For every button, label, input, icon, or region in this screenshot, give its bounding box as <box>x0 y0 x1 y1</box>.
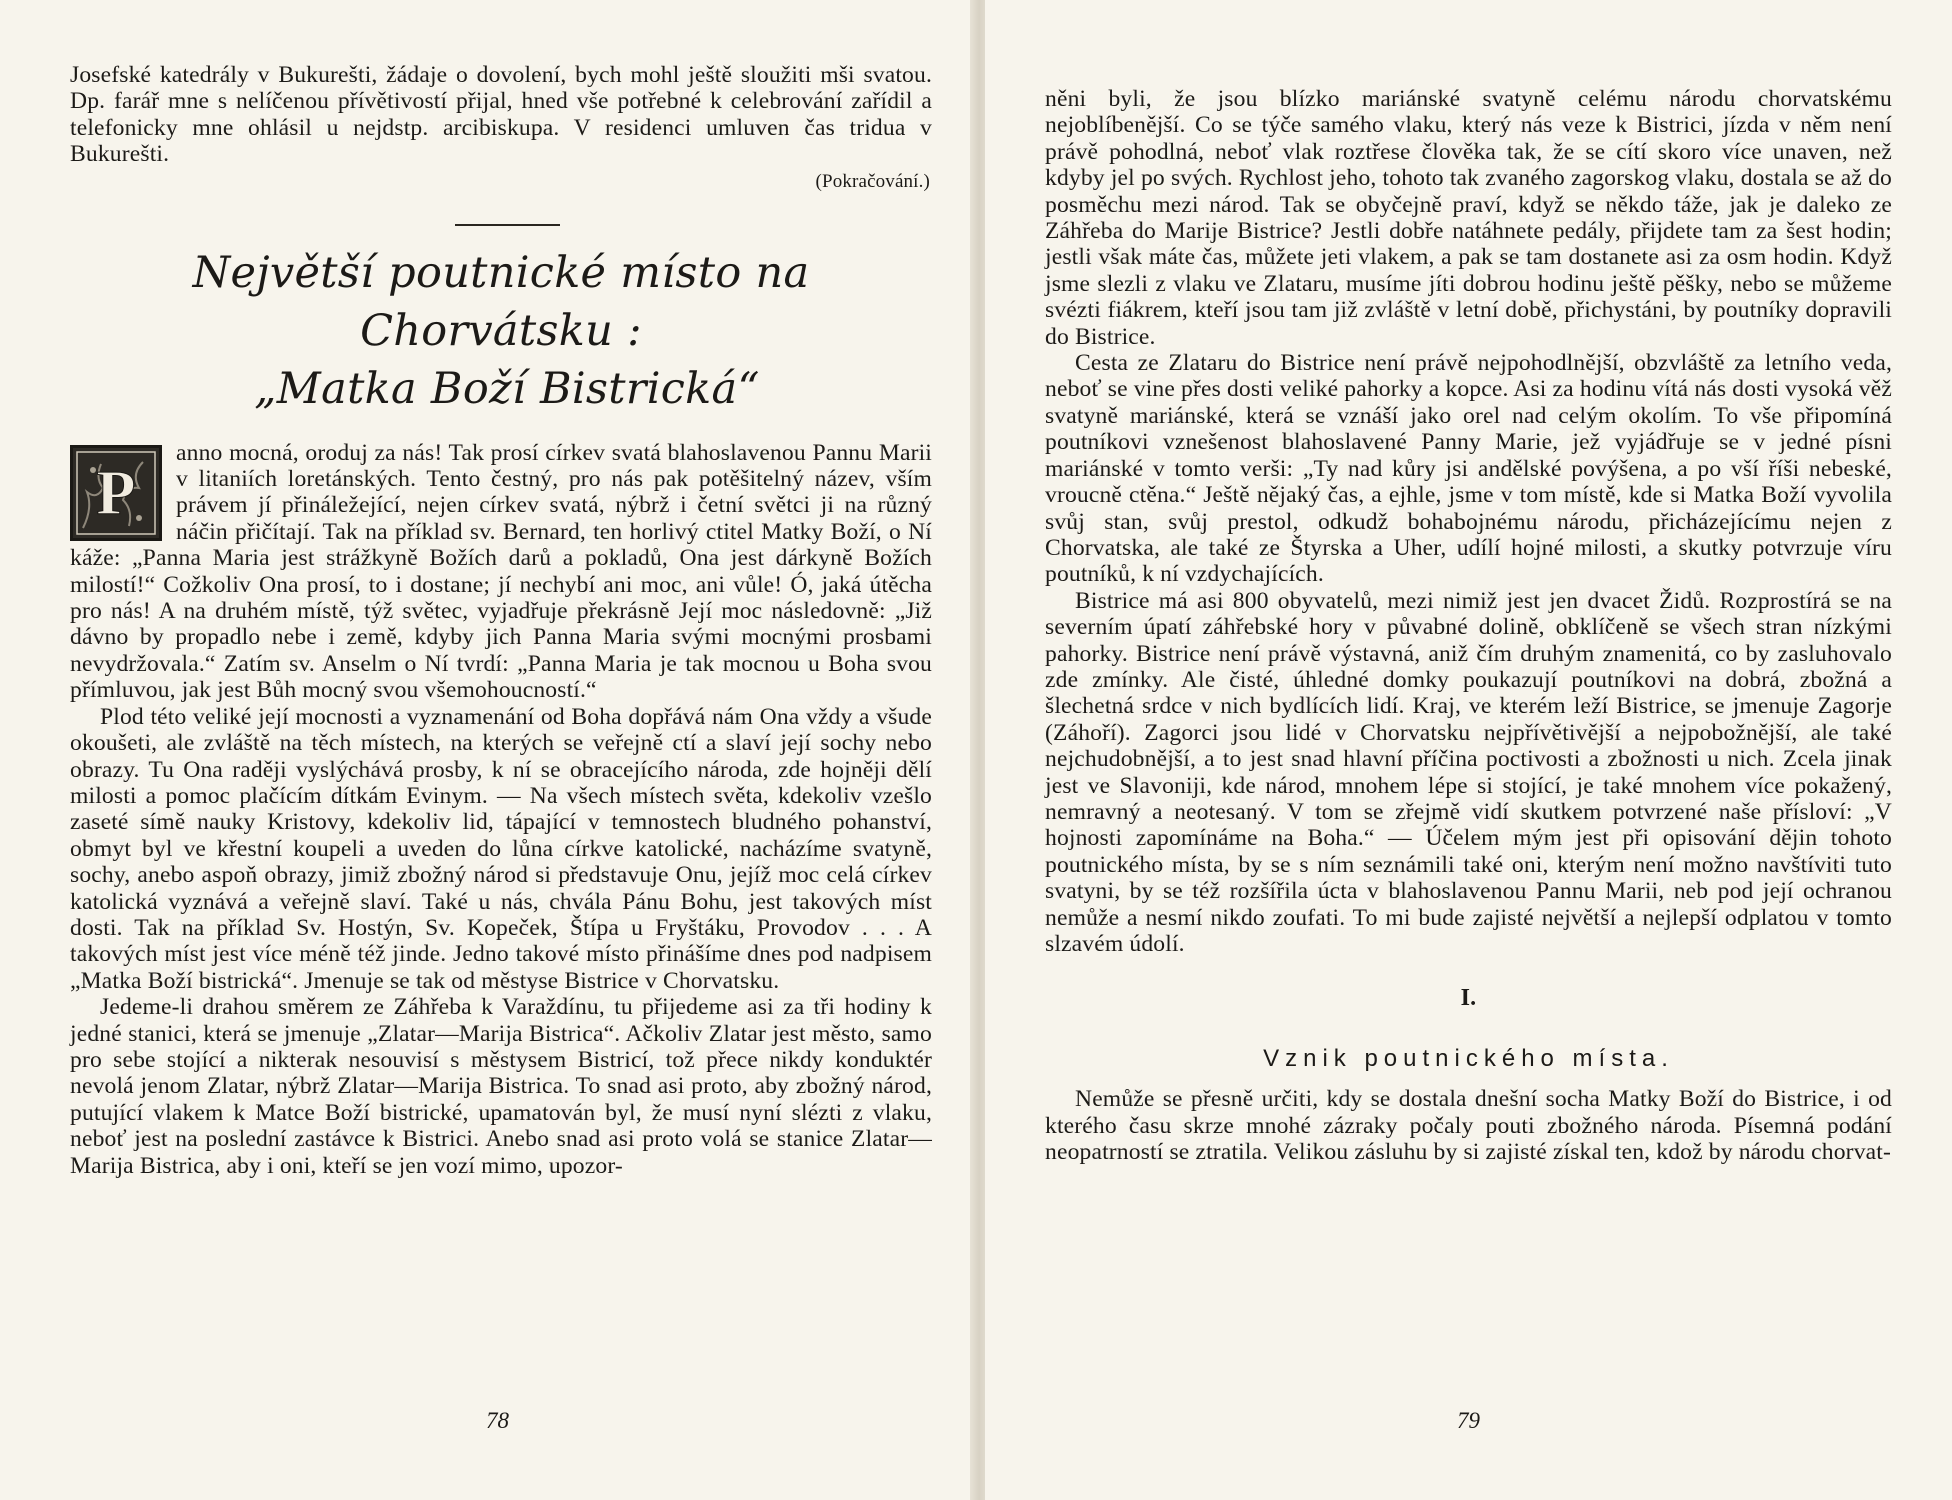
continuation-note: (Pokračování.) <box>815 170 930 192</box>
right-page-text <box>1045 86 1892 1165</box>
page-number-right: 79 <box>1457 1408 1480 1433</box>
article-paragraph-1 <box>70 440 932 704</box>
article-title-line1: Největší poutnické místo na Chorvátsku : <box>192 247 810 356</box>
right-page <box>985 0 1952 1500</box>
right-paragraph-3: Bistrice má asi 800 obyvatelů, mezi nimiž jest jen dvacet Židů. Rozprostírá se na severním úpatí záhřebské hory v půvabné dolině, obklíčeně se všech stran nízkými pahorky. Bistrice není právě výstavná, aniž čím druhým znamenitá, co by zasluhovalo zde zmínky. Ale čisté, úhledné domky poukazují poutníkovi na dobrá, zbožná a šlechetná srdce v nich bydlících lidí. Kraj, ve kterém leží Bistrice, se jmenuje Zagorje (Záhoří). Zagorci jsou lidé v Chorvatsku nejpřívětivější a nejpobožnější, ale také nejchudobnější, a to jest snad hlavní příčina poctivosti a zbožnosti u nich. Zcela jinak jest ve Slavoniji, kde národ, mnohem lépe si stojící, je také mnohem více pokažený, nemravný a neotesaný. V tom se zřejmě vidí skutkem potvrzené naše přísloví: „V hojnosti zapomínáme na Boha.“ — Účelem mým jest při opisování dějin tohoto poutnického místa, by se s ním seznámili také oni, kterým není možno navštíviti tuto svatyni, by se též rozšířila úcta v blahoslavenou Pannu Marii, neb pod její ochranou nemůže a nesmí nikdo zoufati. To mi bude zajisté největší a nejlepší odplatou v tomto slzavém údolí. <box>1045 587 1892 957</box>
svg-text:P: P <box>96 456 136 528</box>
section-number: I. <box>1460 985 1477 1012</box>
section-title: Vznik poutnického místa. <box>1263 1044 1674 1072</box>
section-paragraph: Nemůže se přesně určiti, kdy se dostala dnešní socha Matky Boží do Bistrice, i od kterého času skrze mnohé zázraky počaly pouti zbožného národa. Písemná podání neopatrností se ztratila. Velikou zásluhu by si zajisté získal ten, kdož by národu chorvat- <box>1045 1086 1892 1166</box>
right-paragraph-1: něni byli, že jsou blízko mariánské svatyně celému národu chorvatskému nejoblíbenější. Co se týče samého vlaku, který nás veze k Bistrici, jízda v něm není právě pohodlná, neboť vlak roztřese člověka tak, že se cítí skoro více unaven, než kdyby jel po svých. Rychlost jeho, tohoto tak zvaného zagorskog vlaku, dostala se až do posměchu mezi národ. Tak se obyčejně praví, když se někdo táže, jak je daleko ze Záhřeba do Marije Bistrice? Jestli dobře natáhnete pedály, přijdete tam za šest hodin; jestli však máte čas, můžete jeti vlakem, a pak se tam dostanete asi za osm hodin. Když jsme slezli z vlaku ve Zlataru, musíme jíti dobrou hodinu ještě pěšky, nebo se můžeme svézti fiákrem, kteří jsou tam již zvláště v letní době, přichystáni, by poutníky dopravili do Bistrice. <box>1045 86 1892 350</box>
article-paragraph-2: Plod této veliké její mocnosti a vyznamenání od Boha dopřává nám Ona vždy a všude okoušeti, ale zvláště na těch místech, na kterých se veřejně ctí a slaví její sochy nebo obrazy. Tu Ona raději vyslýchává prosby, k ní se obracejícího národa, zde hojněji dělí milosti a pomoc plačícím dítkám Evinym. — Na všech místech světa, kdekoliv vzešlo zaseté símě nauky Kristovy, kdekoliv lid, tápající v temnostech bludného pohanství, obmyt byl ve křestní koupeli a uveden do lůna církve katolické, nacházíme svatyně, sochy, anebo aspoň obrazy, jimiž zbožný národ si představuje Onu, jejíž moc celá církev katolická vyznává a veřejně slaví. Také u nás, chvála Pánu Bohu, jest takových míst dosti. Tak na příklad Sv. Hostýn, Sv. Kopeček, Štípa u Fryštáku, Provodov . . . A takových míst jest více méně též jinde. Jedno takové místo přinášíme dnes pod nadpisem „Matka Boží bistrická“. Jmenuje se tak od městyse Bistrice v Chorvatsku. <box>70 703 932 994</box>
right-paragraph-2: Cesta ze Zlataru do Bistrice není právě nejpohodlnější, obzvláště za letního veda, neboť se vine přes dosti veliké pahorky a kopce. Asi za hodinu vítá nás dosti vysoká věž svatyně mariánské, která se vznáší jako orel nad celým okolím. To vše připomíná poutníkovi vznešenost blahoslavené Panny Marie, jež vyjádřuje se v jedné písni mariánské v tomto verši: „Ty nad kůry jsi andělské povýšena, a po vší říši nebeské, vroucně ctěna.“ Ještě nějaký čas, a ejhle, jsme v tom místě, kde si Matka Boží vyvolila svůj stan, svůj prestol, odkudž bohabojnému národu, přicházejícímu nejen z Chorvatska, ale také ze Štyrska a Uher, udílí hojné milosti, a skutky potvrzuje víru poutníků, k ní vzdychajících. <box>1045 350 1892 588</box>
article-paragraph-3: Jedeme-li drahou směrem ze Záhřeba k Varaždínu, tu přijedeme asi za tři hodiny k jedné stanici, která se jmenuje „Zlatar—Marija Bistrica“. Ačkoliv Zlatar jest město, samo pro sebe stojící a nikterak nesouvisí s městysem Bistricí, tož přece nikdy konduktér nevolá jenom Zlatar, nýbrž Zlatar—Marija Bistrica. To snad asi proto, aby zbožný národ, putující vlakem k Matce Boží bistrické, upamatován byl, že musí nyní slézti z vlaku, neboť jest na poslední zastávce k Bistrici. Anebo snad asi proto volá se stanice Zlatar—Marija Bistrica, aby i oni, kteří se jen vozí mimo, upozor- <box>70 994 932 1179</box>
article-title <box>70 244 932 418</box>
section-divider <box>455 224 560 226</box>
page-number-left: 78 <box>486 1408 509 1433</box>
article-paragraph-1-text: anno mocná, oroduj za nás! Tak prosí církev svatá blahoslavenou Pannu Marii v litaniích loretánských. Tento čestný, pro nás pak potěšitelný název, vším právem jí přináležející, nejen církev svatá, nýbrž i četní světci ji na různý náčin přičítají. Tak na příklad sv. Bernard, ten horlivý ctitel Matky Boží, o Ní káže: „Panna Maria jest strážkyně Božích darů a pokladů, Ona jest dárkyně Božích milostí!“ Cožkoliv Ona prosí, to i dostane; jí nechybí ani moc, ani vůle! Ó, jaká útěcha pro nás! A na druhém místě, týž světec, vyjadřuje překrásně Její moc následovně: „Již dávno by propadlo nebe i země, kdyby jich Panna Maria svými mocnými prosbami nevydržovala.“ Zatím sv. Anselm o Ní tvrdí: „Panna Maria je tak mocnou u Boha svou přímluvou, jak jest Bůh mocný svou všemohoucností.“ <box>70 439 932 704</box>
left-page-text <box>70 62 932 1179</box>
opening-paragraph: Josefské katedrály v Bukurešti, žádaje o dovolení, bych mohl ještě sloužiti mši svatou. Dp. farář mne s nelíčenou přívětivostí přijal, hned vše potřebné k celebrování zařídil a telefonicky mne ohlásil u nejdstp. arcibiskupa. V residenci umluven čas tridua v Bukurešti. <box>70 62 932 168</box>
ornamental-initial-p-icon <box>70 445 162 541</box>
article-title-line2: „Matka Boží Bistrická“ <box>254 363 760 414</box>
left-page <box>0 0 975 1500</box>
